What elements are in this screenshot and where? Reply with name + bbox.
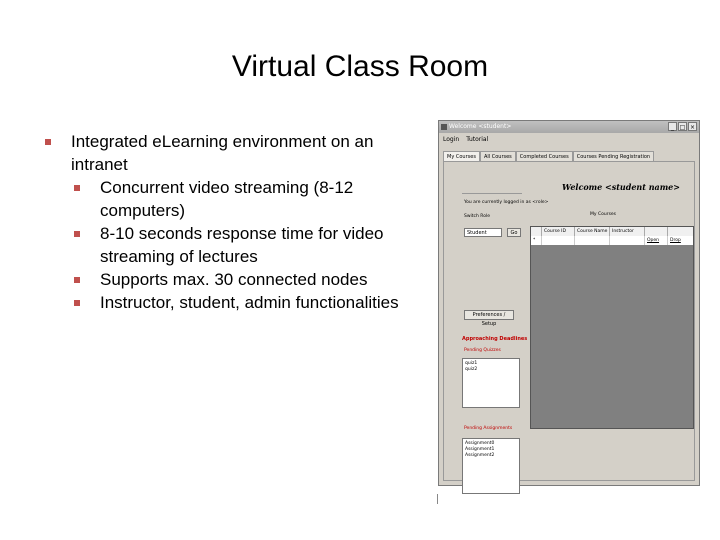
- logged-in-text: You are currently logged in as <role>: [464, 200, 549, 205]
- grid-header-cell: [531, 227, 542, 236]
- square-bullet-icon: [74, 185, 80, 191]
- grid-cell: [610, 236, 645, 245]
- courses-grid: [530, 226, 694, 429]
- window-title: Welcome <student>: [449, 123, 512, 130]
- menu-bar: [443, 136, 488, 143]
- grid-cell: [575, 236, 610, 245]
- tab-all-courses[interactable]: All Courses: [480, 151, 516, 162]
- list-item[interactable]: quiz1: [465, 361, 478, 366]
- welcome-heading: Welcome <student name>: [562, 182, 680, 192]
- list-item[interactable]: Assignment1: [465, 447, 495, 452]
- grid-header-cell: [645, 227, 668, 236]
- minimize-button[interactable]: _: [668, 122, 677, 131]
- drop-link[interactable]: Drop: [670, 238, 681, 243]
- slide-title: Virtual Class Room: [231, 50, 489, 83]
- quizzes-listbox[interactable]: [462, 358, 520, 408]
- grid-header-cell: Course Name: [575, 227, 610, 236]
- preferences-button[interactable]: Preferences / Setup: [464, 310, 514, 320]
- text-cursor-mark: [437, 494, 438, 504]
- pending-quizzes-label: Pending Quizzes: [464, 348, 501, 353]
- role-select[interactable]: Student: [464, 228, 502, 237]
- pending-assignments-label: Pending Assignments: [464, 426, 513, 431]
- grid-header: [531, 227, 693, 236]
- table-row[interactable]: [531, 236, 693, 245]
- bullet-item: 8-10 seconds response time for video streaming of lectures: [44, 222, 414, 268]
- assignments-listbox[interactable]: [462, 438, 520, 494]
- bullet-list: [44, 130, 414, 314]
- grid-header-cell: [668, 227, 688, 236]
- square-bullet-icon: [74, 231, 80, 237]
- menu-tutorial[interactable]: Tutorial: [466, 136, 489, 143]
- close-button[interactable]: ×: [689, 124, 696, 131]
- list-item[interactable]: Assignment2: [465, 453, 495, 458]
- square-bullet-icon: [74, 300, 80, 306]
- tab-completed-courses[interactable]: Completed Courses: [516, 151, 573, 162]
- bullet-item: Integrated eLearning environment on an intranet: [44, 130, 414, 176]
- square-bullet-icon: [45, 139, 51, 145]
- menu-login[interactable]: Login: [443, 136, 460, 143]
- app-icon: [441, 124, 447, 130]
- switch-role-label: Switch Role: [464, 214, 491, 219]
- tab-panel: [443, 161, 695, 481]
- bullet-item: Concurrent video streaming (8-12 computers): [44, 176, 414, 222]
- grid-header-cell: Course ID: [542, 227, 575, 236]
- grid-cell: *: [531, 236, 542, 245]
- list-item[interactable]: Assignment0: [465, 441, 495, 446]
- app-screenshot-window: [438, 120, 700, 486]
- list-item[interactable]: quiz2: [465, 367, 478, 372]
- my-courses-label: My Courses: [590, 212, 617, 217]
- go-button[interactable]: Go: [507, 228, 521, 237]
- grid-cell: [542, 236, 575, 245]
- bullet-item: Instructor, student, admin functionalities: [44, 291, 414, 314]
- tab-my-courses[interactable]: My Courses: [443, 151, 480, 162]
- square-bullet-icon: [74, 277, 80, 283]
- open-link[interactable]: Open: [645, 236, 668, 245]
- window-title-bar: [439, 121, 699, 133]
- tab-pending-registration[interactable]: Courses Pending Registration: [573, 151, 654, 162]
- grid-header-cell: Instructor: [610, 227, 645, 236]
- bullet-item: Supports max. 30 connected nodes: [44, 268, 414, 291]
- deadlines-heading: Approaching Deadlines: [462, 336, 528, 342]
- maximize-button[interactable]: □: [679, 124, 686, 131]
